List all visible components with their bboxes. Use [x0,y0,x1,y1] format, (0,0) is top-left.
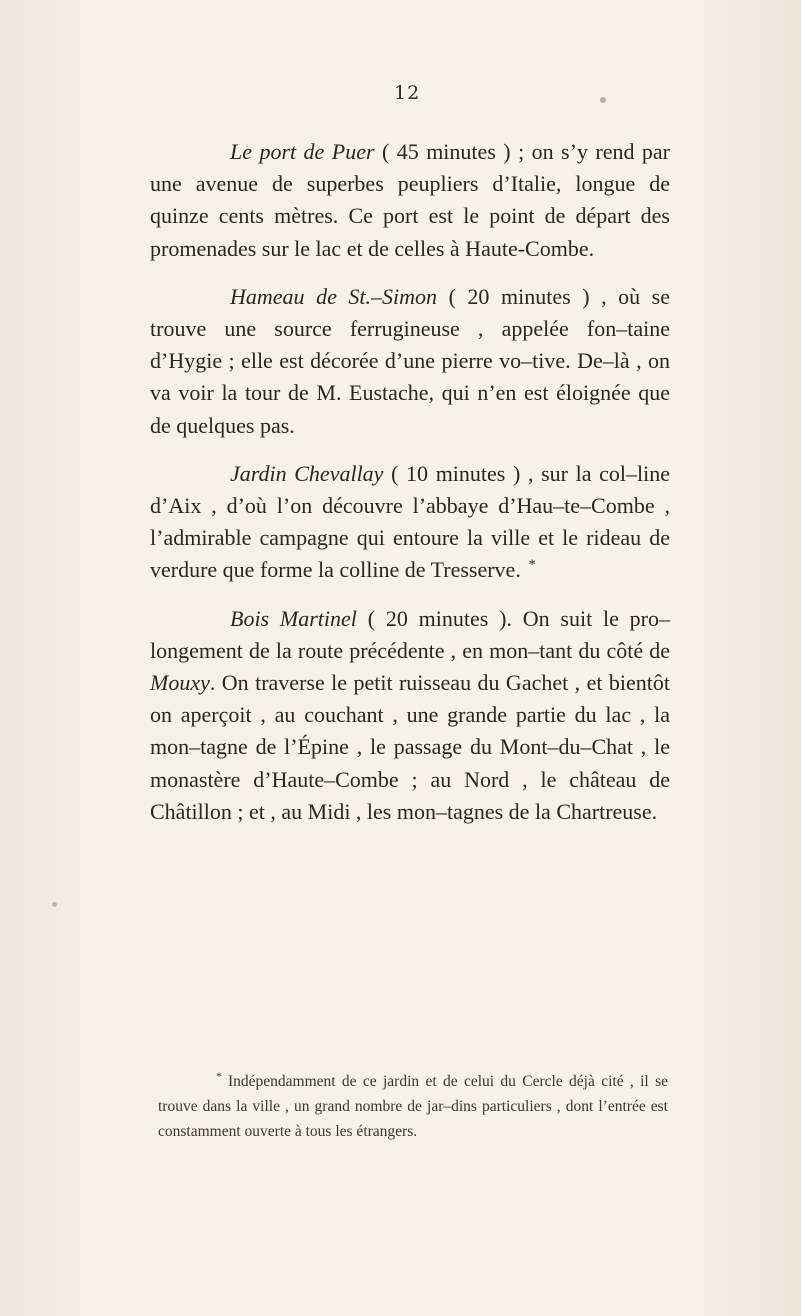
page-number: 12 [394,82,421,104]
paragraph-bois-martinel [150,603,670,828]
footnote [158,1069,668,1144]
paragraph-title: Bois Martinel [230,605,357,631]
paragraph-port-de-puer [150,136,670,265]
footnote-marker: * [216,1068,222,1083]
paragraph-body: ( 20 minutes ) , où se trouve une source ferrugineuse , appelée fon–taine d’Hygie ; elle est décorée d’une pierre vo–tive. De–là , on va voir la tour de M. Eustache, qui n’en est éloignée que de quelques pas. [150,283,670,438]
paragraph-body: ( 20 minutes ). On suit le pro–longement de la route précédente , en mon–tant du côté de [150,605,671,663]
paragraph-body: ( 10 minutes ) , sur la col–line d’Aix , d’où l’on découvre l’abbaye d’Hau–te–Combe , l’admirable campagne qui entoure la ville et le rideau de verdure que forme la colline de Tresserve. [150,460,670,583]
place-name: Mouxy [150,670,210,696]
paragraph-title: Le port de Puer [230,139,375,164]
paragraph-hameau-st-simon [150,281,670,442]
paragraph-body: ( 45 minutes ) ; on s’y rend par une avenue de superbes peupliers d’Italie, longue de quinze cents mètres. Ce port est le point de départ des promenades sur le lac et de celles à Haute-Combe. [150,139,671,261]
footnote-reference: * [528,557,536,574]
paragraph-title: Hameau de St.–Simon [230,283,438,309]
paragraph-jardin-chevallay [150,458,670,587]
main-text [150,136,670,840]
paragraph-body-continued: . On traverse le petit ruisseau du Gachet , et bientôt on aperçoit , au couchant , une grande partie du lac , la mon–tagne de l’Épine , le passage du Mont–du–Chat , le monastère d’Haute–Combe ; au Nord , le château de Châtillon ; et , au Midi , les mon–tagnes de la Chartreuse. [150,670,670,824]
paragraph-title: Jardin Chevallay [230,460,384,486]
footnote-text: Indépendamment de ce jardin et de celui du Cercle déjà cité , il se trouve dans la ville , un grand nombre de jar–dins particuliers , dont l’entrée est constamment ouverte à tous les étrangers. [158,1073,668,1140]
ink-spot [600,97,606,103]
ink-spot [52,902,57,907]
